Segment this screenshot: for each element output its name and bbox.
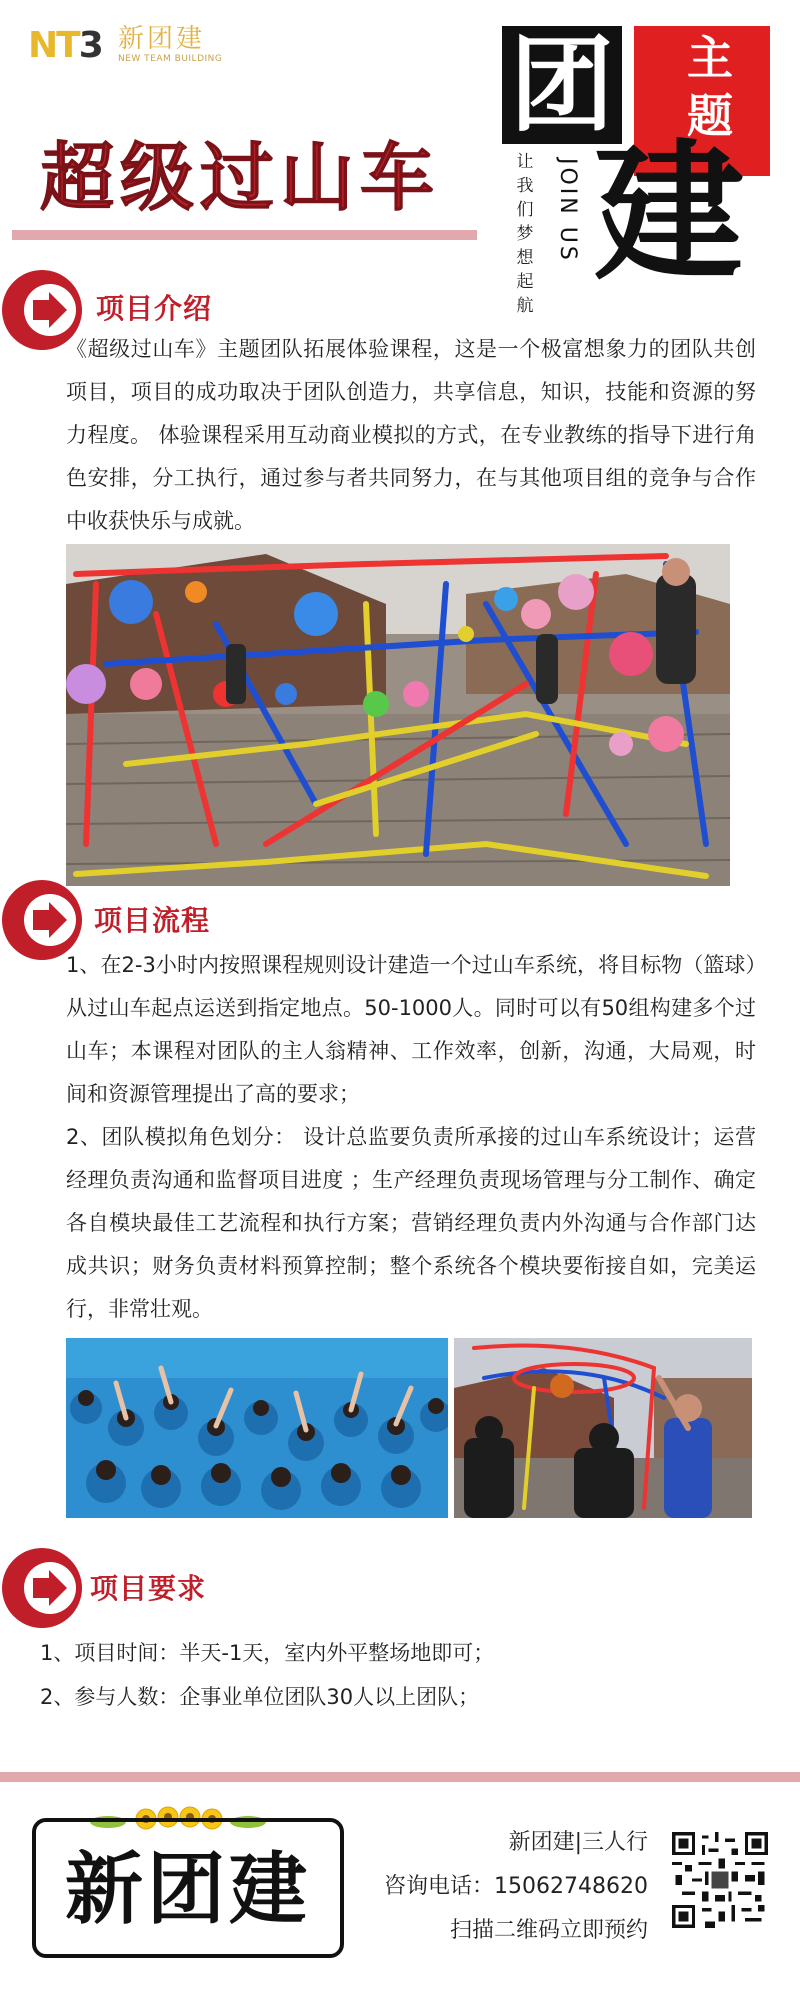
roller-coaster-photo [66,544,730,886]
logo-english-name: NEW TEAM BUILDING [118,54,223,64]
process-step-1: 1、在2-3小时内按照课程规则设计建造一个过山车系统，将目标物（篮球）从过山车起点运送到指定地点。50-1000人。同时可以有50组构建多个过山车；本课程对团队的主人翁精神、工作效率，创新，沟通，大局观，时间和资源管理提出了高的要求； [66,953,756,1106]
section-title-intro: 项目介绍 [96,292,213,325]
phone-line: 咨询电话：15062748620 [384,1874,648,1899]
brand-stamp [32,1818,344,1958]
requirement-time: 1、项目时间：半天-1天，室内外平整场地即可； [40,1641,495,1665]
theme-badge [502,24,772,316]
footer-divider [0,1772,800,1782]
team-crowd-photo [66,1338,448,1518]
section-title-requirements: 项目要求 [90,1572,207,1605]
brand-line: 新团建|三人行 [508,1830,648,1855]
badge-char-tuan: 团 [502,26,622,144]
stamp-text: 新团建 [64,1845,311,1935]
arrow-icon [2,1548,82,1628]
basketball-structure-photo [454,1338,752,1518]
badge-join-us: JOIN US [555,158,580,263]
badge-char-ti: 题 [687,89,733,143]
qr-instruction[interactable]: 扫描二维码立即预约 [449,1918,648,1943]
process-step-2: 2、团队模拟角色划分： 设计总监要负责所承接的过山车系统设计；运营经理负责沟通和监督项目进度 ；生产经理负责现场管理与分工制作、确定各自模块最佳工艺流程和执行方案；营销经理负责内外沟通与合作部门达成共识；财务负责材料预算控制；整个系统各个模块要衔接自如，完美运行，非常壮观。 [66,1125,756,1321]
requirement-headcount: 2、参与人数：企事业单位团队30人以上团队； [40,1685,480,1709]
badge-char-jian: 建 [594,127,745,301]
intro-paragraph: 《超级过山车》主题团队拓展体验课程，这是一个极富想象力的团队共创项目，项目的成功取决于团队创造力，共享信息，知识，技能和资源的努力程度。 体验课程采用互动商业模拟的方式，在专业教练的指导下进行角色安排，分工执行，通过参与者共同努力，在与其他项目组的竞争与合作中收获快乐与成就。 [66,337,756,533]
logo-chinese-name: 新团建 [118,24,206,54]
logo-mark: NT3 [28,25,102,66]
badge-slogan: 让我们梦想起航 [516,152,534,316]
brand-logo [28,22,228,70]
section-title-process: 项目流程 [94,904,211,937]
qr-code[interactable] [672,1832,768,1928]
page-title: 超级过山车 [40,135,440,221]
title-underline [12,230,477,240]
badge-char-zhu: 主 [687,31,733,85]
